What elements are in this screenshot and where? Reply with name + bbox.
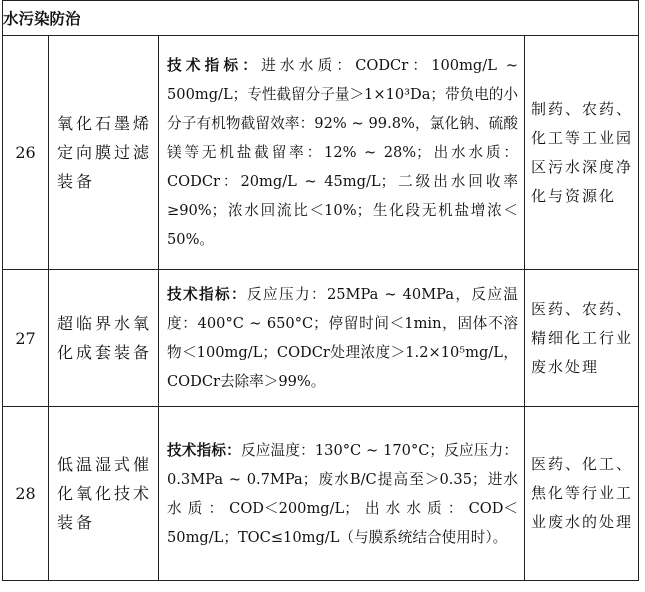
- technical-spec: [159, 36, 525, 270]
- spec-label: 技术指标：: [167, 286, 247, 303]
- equipment-table: [2, 0, 639, 581]
- spec-label: 技术指标：: [167, 441, 241, 459]
- technical-spec: [159, 270, 525, 407]
- equipment-name: 氧化石墨烯定向膜过滤装备: [49, 36, 159, 270]
- spec-text: 反应温度：130°C ~ 170°C；反应压力：0.3MPa ~ 0.7MPa；废水B/C提高至＞0.35；进水水质：COD＜200mg/L；出水水质：COD＜50mg/L；TOC≤10mg/L（与膜系统结合使用时）。: [167, 441, 518, 546]
- row-number: 26: [3, 36, 49, 270]
- section-header-row: [3, 1, 639, 36]
- application-field: 医药、农药、精细化工行业废水处理: [525, 270, 639, 407]
- technical-spec: [159, 407, 525, 581]
- application-field: 制药、农药、化工等工业园区污水深度净化与资源化: [525, 36, 639, 270]
- application-field: 医药、化工、焦化等行业工业废水的处理: [525, 407, 639, 581]
- table-row: [3, 270, 639, 407]
- row-number: 27: [3, 270, 49, 407]
- section-title: 水污染防治: [3, 1, 639, 36]
- table-row: [3, 407, 639, 581]
- equipment-name: 低温湿式催化氧化技术装备: [49, 407, 159, 581]
- row-number: 28: [3, 407, 49, 581]
- table-row: [3, 36, 639, 270]
- spec-text: 反应压力：25MPa ~ 40MPa，反应温度：400°C ~ 650°C；停留时间＜1min，固体不溶物＜100mg/L；CODCr处理浓度＞1.2×10⁵mg/L，CODCr去除率＞99%。: [167, 286, 518, 390]
- spec-label: 技术指标：: [167, 57, 262, 74]
- equipment-name: 超临界水氧化成套装备: [49, 270, 159, 407]
- spec-text: 进水水质：CODCr：100mg/L ~ 500mg/L；专性截留分子量＞1×10³Da；带负电的小分子有机物截留效率：92% ~ 99.8%，氯化钠、硫酸镁等无机盐截留率：12% ~ 28%；出水水质：CODCr：20mg/L ~ 45mg/L；二级出水回收率≥90%；浓水回流比＜10%；生化段无机盐增浓＜50%。: [167, 57, 518, 248]
